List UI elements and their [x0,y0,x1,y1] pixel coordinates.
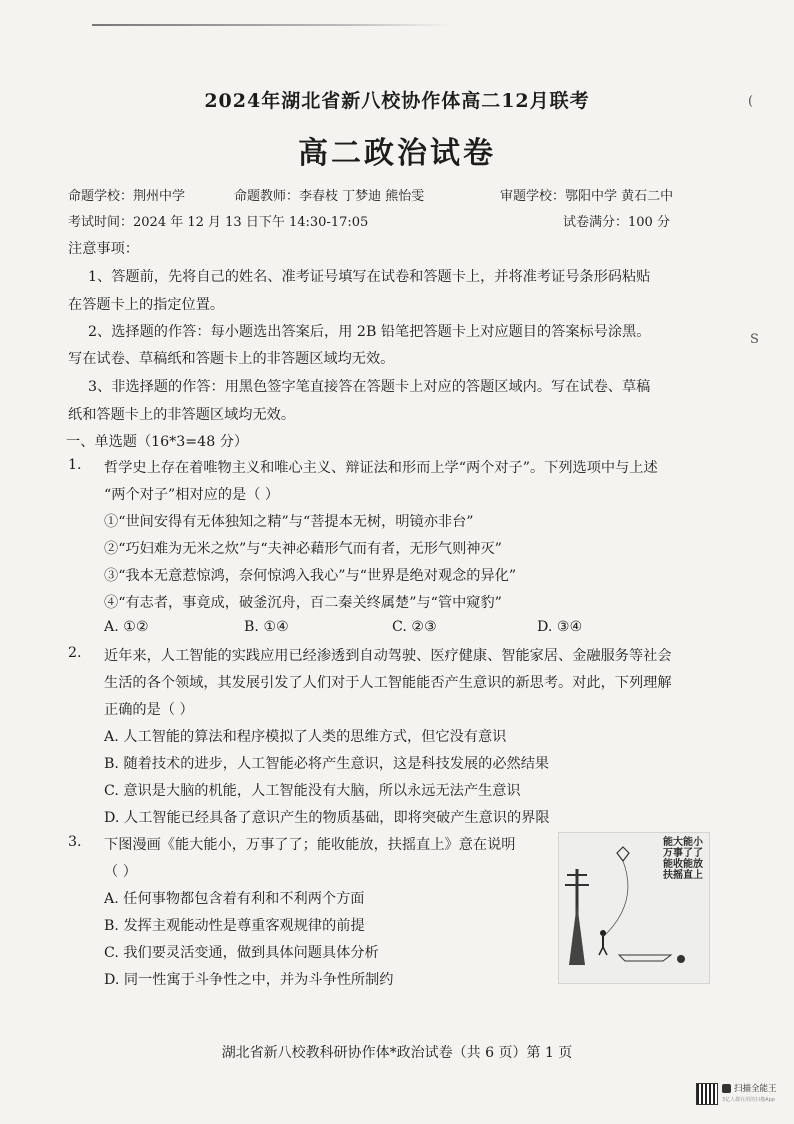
q1-statement-1: ①“世间安得有无体独知之精”与“菩提本无树，明镜亦非台” [104,514,474,530]
notice-item3-line1: 3、非选择题的作答：用黑色签字笔直接答在答题卡上对应的答题区域内。写在试卷、草稿 [88,379,651,395]
notice-item2-line1: 2、选择题的作答：每小题选出答案后，用 2B 铅笔把答题卡上对应题目的答案标号涂黑。 [88,324,651,340]
scanner-tagline: 3亿人都在用的扫描App [722,1097,775,1103]
q3-option-b: B. 发挥主观能动性是尊重客观规律的前提 [104,918,365,934]
kite-string [603,861,628,937]
q3-stem-line1: 下图漫画《能大能小，万事了了；能收能放，扶摇直上》意在说明 [104,837,516,853]
author-teachers: 命题教师：李春枝 丁梦迪 熊怡雯 [234,189,425,204]
q1-stem-line2: “两个对子”相对应的是（ ） [104,487,280,503]
comic-illustration [558,832,710,984]
q3-option-c: C. 我们要灵活变通，做到具体问题具体分析 [104,945,379,961]
edge-mark-top: ( [748,94,754,109]
q1-statement-3: ③“我本无意惹惊鸿，奈何惊鸿入我心”与“世界是绝对观念的异化” [104,568,517,584]
q1-option-b: B. ①④ [244,619,289,635]
section-heading: 一、单选题（16*3=48 分） [66,434,249,450]
q1-number: 1. [68,457,82,473]
q2-option-d: D. 人工智能已经具备了意识产生的物质基础，即将突破产生意识的界限 [104,810,550,826]
q1-statement-2: ②“巧妇难为无米之炊”与“夫神必藉形气而有者，无形气则神灭” [104,541,502,557]
q2-stem-line3: 正确的是（ ） [104,702,194,718]
exam-title: 2024年湖北省新八校协作体高二12月联考 [204,90,590,112]
scanner-logo-icon [722,1084,731,1093]
q2-stem-line2: 生活的各个领域，其发展引发了人们对于人工智能能否产生意识的新思考。对此，下列理解 [104,675,672,691]
page-footer: 湖北省新八校教科研协作体*政治试卷（共 6 页）第 1 页 [221,1045,573,1061]
q1-option-c: C. ②③ [392,619,437,635]
q2-option-a: A. 人工智能的算法和程序模拟了人类的思维方式，但它没有意识 [104,729,507,745]
notice-item2-line2: 写在试卷、草稿纸和答题卡上的非答题区域均无效。 [68,351,395,367]
scanner-watermark [722,1082,780,1106]
q2-option-c: C. 意识是大脑的机能，人工智能没有大脑，所以永远无法产生意识 [104,783,521,799]
notice-item1-line2: 在答题卡上的指定位置。 [68,297,225,313]
exam-subtitle: 高二政治试卷 [298,136,496,171]
comic-caption: 能大能小万事了了能收能放扶摇直上 [663,837,703,881]
person-leg-1 [599,947,603,955]
q2-option-b: B. 随着技术的进步，人工智能必将产生意识，这是科技发展的必然结果 [104,756,550,772]
q3-stem-line2: （ ） [104,864,137,880]
edge-mark-mid: S [750,332,759,347]
notice-item1-line1: 1、答题前，先将自己的姓名、准考证号填写在试卷和答题卡上，并将准考证号条形码粘贴 [88,269,651,285]
boat-shape [619,955,671,961]
qr-code-icon [696,1083,718,1105]
q1-statement-4: ④“有志者，事竟成，破釜沉舟，百二秦关终属楚”与“管中窥豹” [104,595,502,611]
exam-time: 考试时间：2024 年 12 月 13 日下午 14:30-17:05 [68,215,369,230]
top-rule [92,24,452,26]
notice-heading: 注意事项： [68,241,139,257]
review-school: 审题学校：鄂阳中学 黄石二中 [500,189,674,204]
author-school: 命题学校：荆州中学 [68,189,186,204]
q2-stem-line1: 近年来，人工智能的实践应用已经渗透到自动驾驶、医疗健康、智能家居、金融服务等社会 [104,648,672,664]
person-leg-2 [603,947,607,955]
full-score: 试卷满分：100 分 [563,215,670,230]
rock-shape [569,903,585,965]
q1-option-a: A. ①② [104,619,149,635]
q3-option-a: A. 任何事物都包含着有利和不利两个方面 [104,891,365,907]
teapot-shape [677,955,685,963]
kite-shape [617,847,629,861]
scanner-name: 扫描全能王 [734,1084,777,1094]
q3-number: 3. [68,834,82,850]
q1-option-d: D. ③④ [537,619,583,635]
q3-option-d: D. 同一性寓于斗争性之中，并为斗争性所制约 [104,972,394,988]
person-head [600,930,606,936]
notice-item3-line2: 纸和答题卡上的非答题区域均无效。 [68,407,296,423]
q1-stem-line1: 哲学史上存在着唯物主义和唯心主义、辩证法和形而上学“两个对子”。下列选项中与上述 [104,460,658,476]
q2-number: 2. [68,645,82,661]
